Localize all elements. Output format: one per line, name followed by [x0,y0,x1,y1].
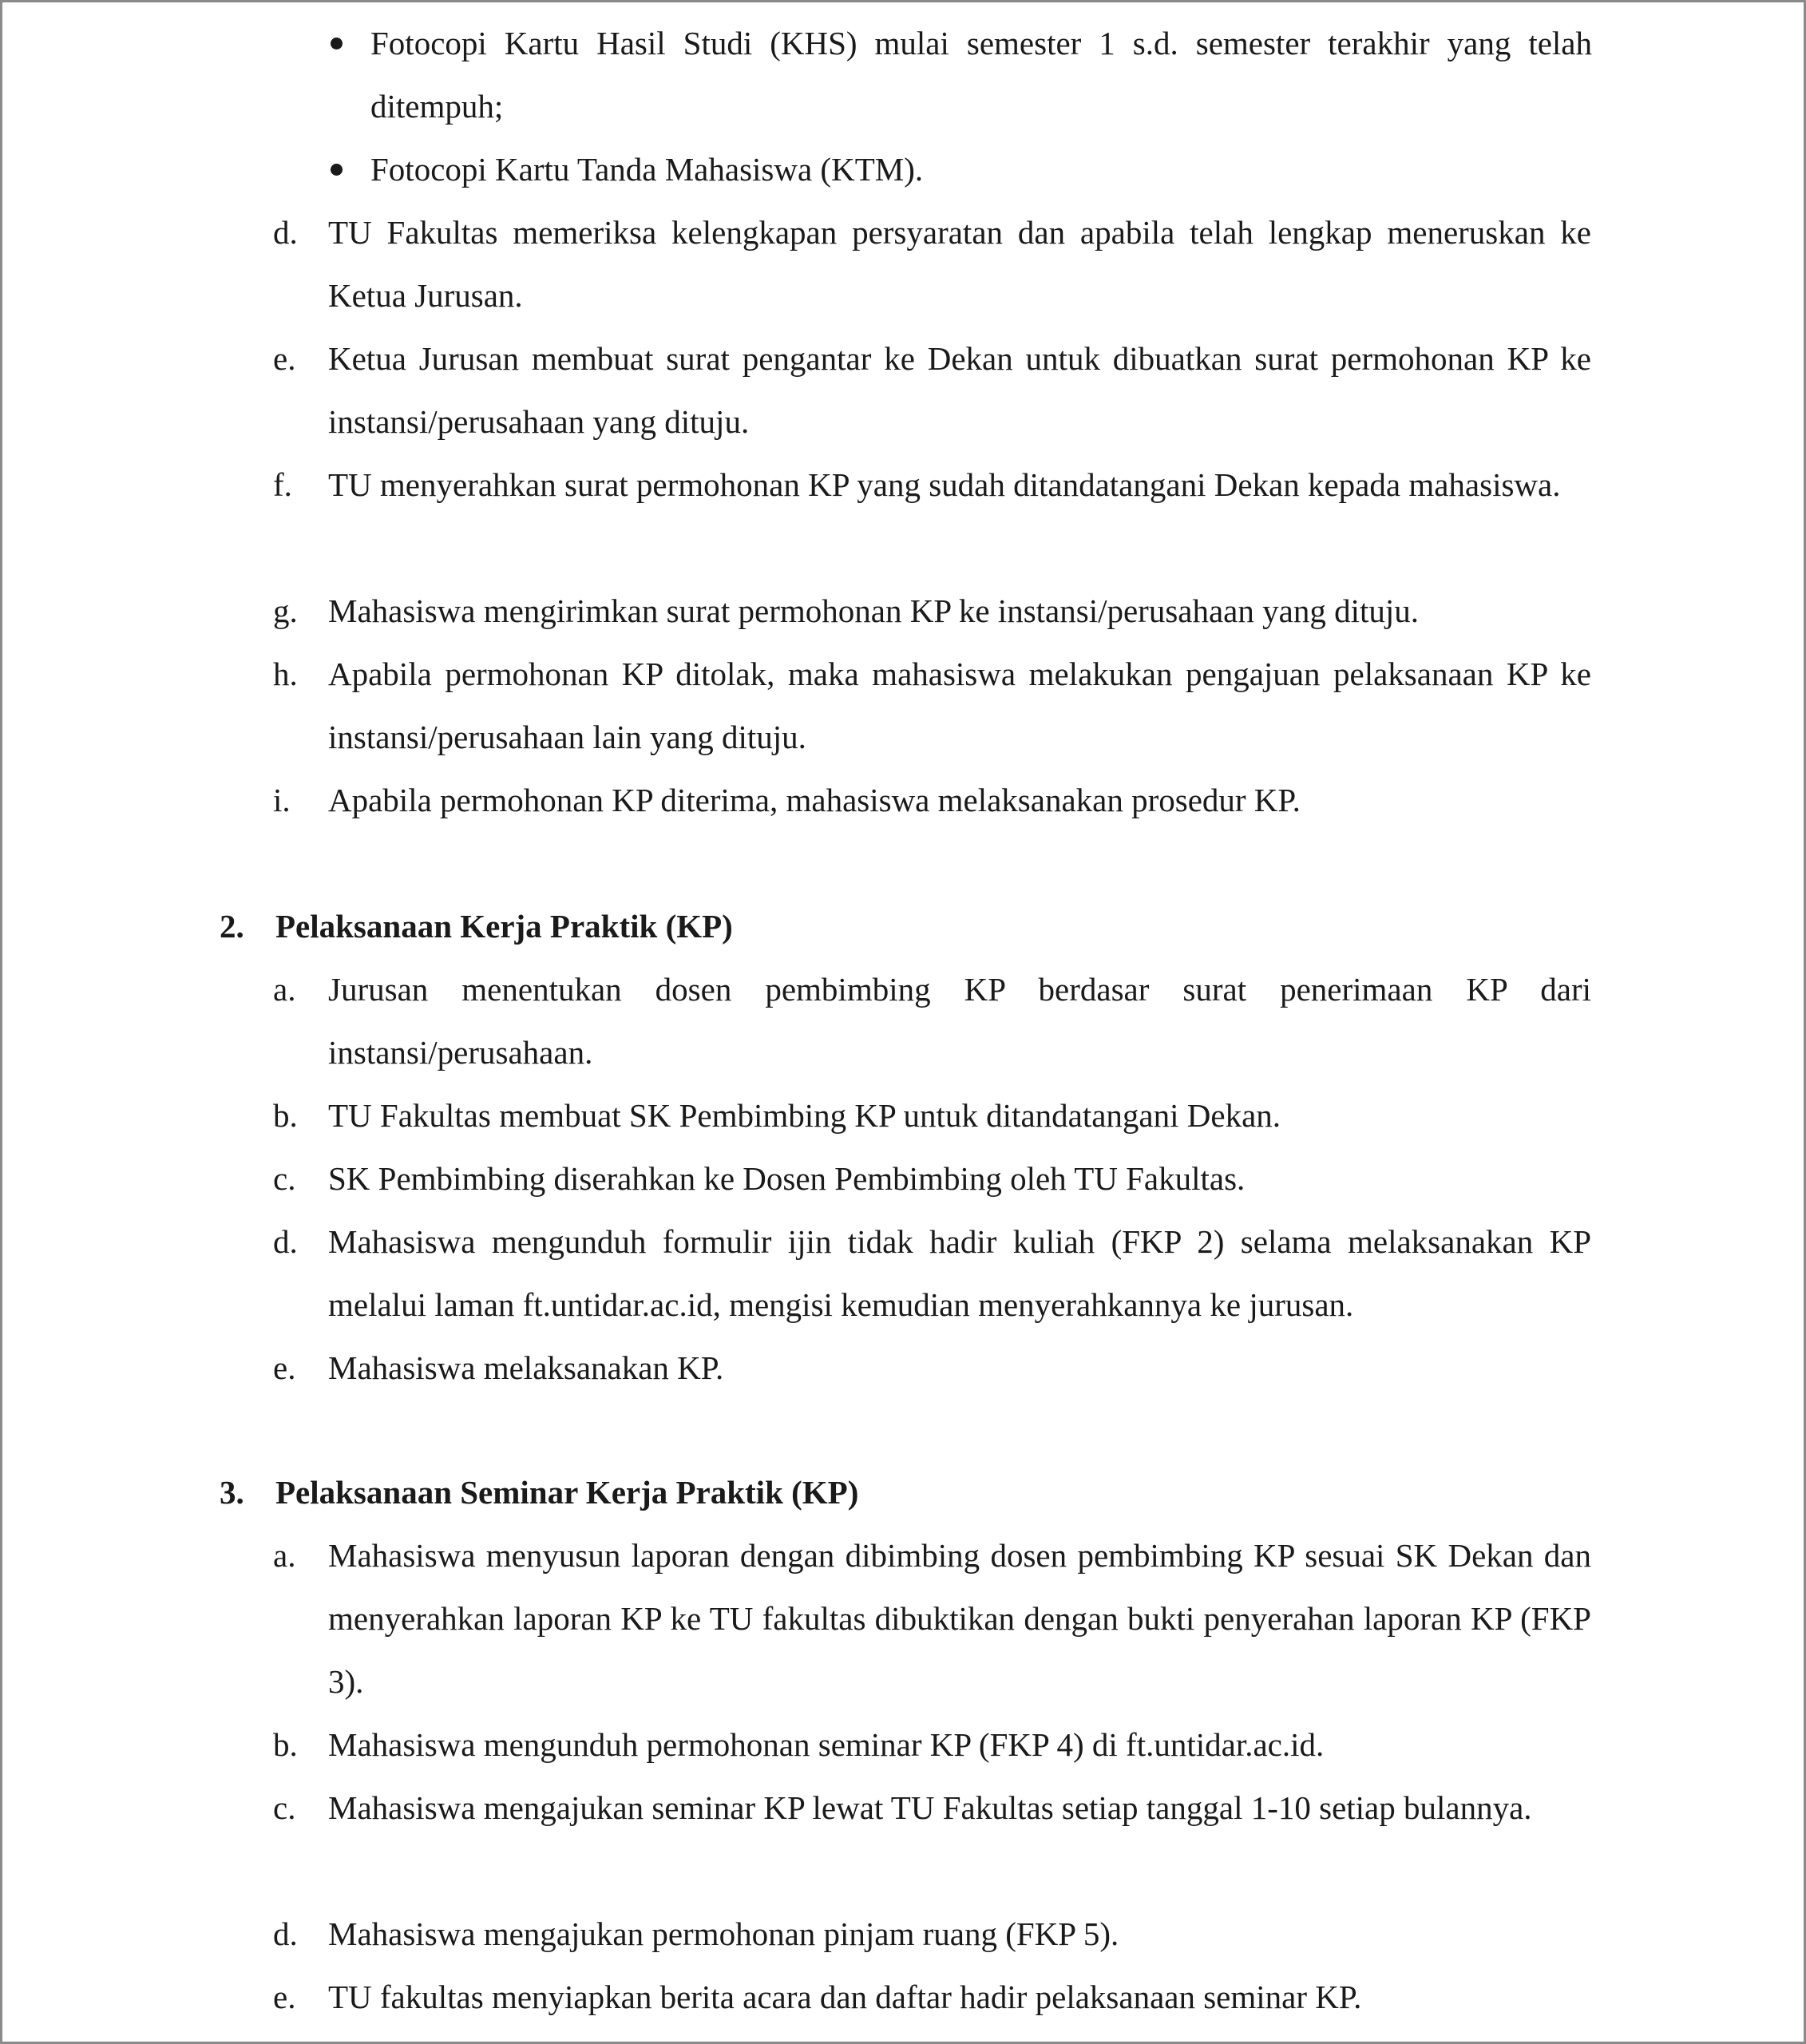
bullet-text: Fotocopi Kartu Tanda Mahasiswa (KTM). [370,151,924,188]
list-text: SK Pembimbing diserahkan ke Dosen Pembimbing oleh TU Fakultas. [328,1160,1246,1197]
list-marker: b. [273,1097,298,1134]
section-title: Pelaksanaan Seminar Kerja Praktik (KP) [275,1474,859,1511]
list-text: TU fakultas menyiapkan berita acara dan daftar hadir pelaksanaan seminar KP. [328,1979,1362,2015]
list-text: Mahasiswa mengirimkan surat permohonan KP ke instansi/perusahaan yang dituju. [328,592,1419,629]
list-marker: d. [273,1223,298,1260]
list-text: Mahasiswa menyusun laporan dengan dibimbing dosen pembimbing KP sesuai SK Dekan dan menyerahkan laporan KP ke TU fakultas dibuktikan dengan bukti penyerahan laporan KP (FKP 3). [328,1537,1591,1700]
section-title: Pelaksanaan Kerja Praktik (KP) [275,908,733,945]
list-text: TU menyerahkan surat permohonan KP yang sudah ditandatangani Dekan kepada mahasiswa. [328,466,1561,503]
list-marker: f. [273,466,292,503]
list-text: TU Fakultas membuat SK Pembimbing KP untuk ditandatangani Dekan. [328,1097,1281,1134]
list-marker: a. [273,1537,296,1574]
list-marker: d. [273,214,298,251]
list-marker: i. [273,782,291,818]
list-marker: h. [273,656,298,692]
list-marker: b. [273,1726,298,1763]
list-text: Apabila permohonan KP ditolak, maka mahasiswa melakukan pengajuan pelaksanaan KP ke instansi/perusahaan lain yang dituju. [328,656,1591,755]
list-text: Mahasiswa mengunduh formulir ijin tidak hadir kuliah (FKP 2) selama melaksanakan KP melalui laman ft.untidar.ac.id, mengisi kemudian menyerahkannya ke jurusan. [328,1223,1591,1323]
list-marker: c. [273,1160,296,1197]
bullet-dot-icon [331,38,343,50]
bullet-text: Fotocopi Kartu Hasil Studi (KHS) mulai semester 1 s.d. semester terakhir yang telah ditempuh; [370,25,1592,125]
list-text: Mahasiswa mengunduh permohonan seminar KP (FKP 4) di ft.untidar.ac.id. [328,1726,1325,1763]
list-marker: c. [273,1789,296,1826]
list-marker: d. [273,1915,298,1952]
list-marker: e. [273,340,296,377]
list-text: Jurusan menentukan dosen pembimbing KP berdasar surat penerimaan KP dari instansi/perusahaan. [328,971,1591,1071]
list-text: Mahasiswa mengajukan permohonan pinjam ruang (FKP 5). [328,1915,1119,1952]
list-text: TU Fakultas memeriksa kelengkapan persyaratan dan apabila telah lengkap meneruskan ke Ketua Jurusan. [328,214,1591,314]
list-text: Apabila permohonan KP diterima, mahasiswa melaksanakan prosedur KP. [328,782,1301,818]
section-number: 2. [220,908,244,945]
list-marker: e. [273,1349,296,1386]
list-text: Mahasiswa mengajukan seminar KP lewat TU Fakultas setiap tanggal 1-10 setiap bulannya. [328,1789,1532,1826]
list-marker: e. [273,1979,296,2015]
section-number: 3. [220,1474,244,1511]
list-text: Mahasiswa melaksanakan KP. [328,1349,724,1386]
list-text: Ketua Jurusan membuat surat pengantar ke Dekan untuk dibuatkan surat permohonan KP ke instansi/perusahaan yang dituju. [328,340,1591,440]
list-marker: g. [273,592,298,629]
bullet-dot-icon [331,164,343,176]
list-marker: a. [273,971,296,1008]
